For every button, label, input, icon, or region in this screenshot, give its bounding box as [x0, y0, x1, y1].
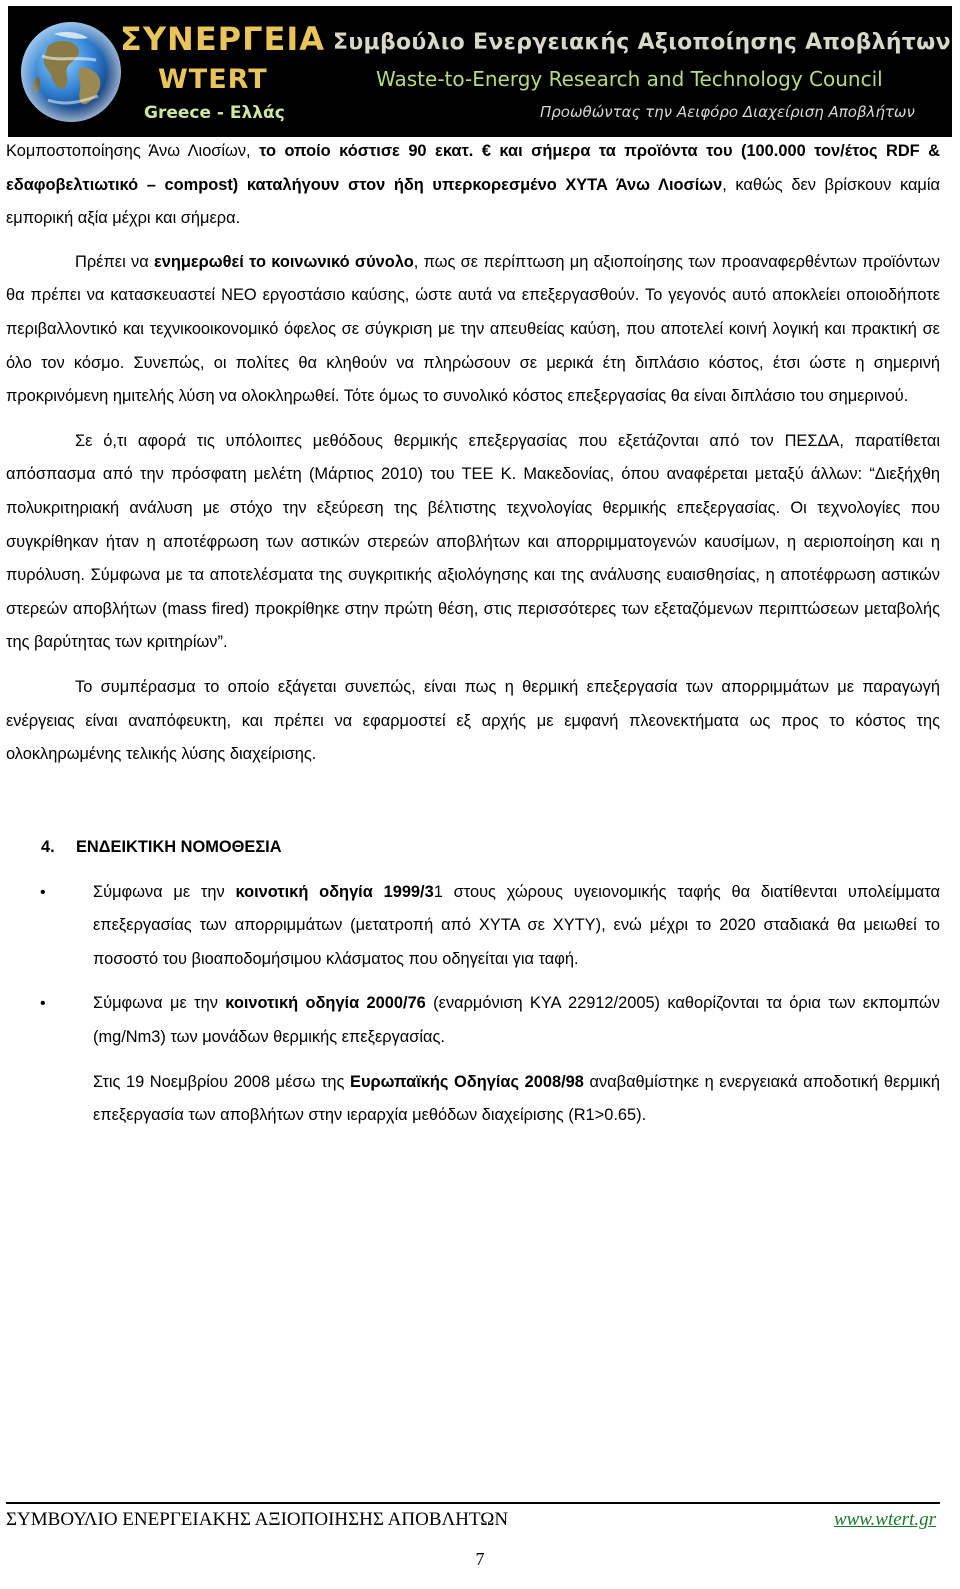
section-heading: [41, 830, 940, 864]
footer-divider: [6, 1502, 940, 1504]
p2-bold: ενημερωθεί το κοινωνικό σύνολο: [153, 252, 414, 271]
sub-bold: Ευρωπαϊκής Οδηγίας 2008/98: [350, 1072, 584, 1091]
org-acronym: WTERT: [158, 64, 268, 95]
org-country: Greece - Ελλάς: [144, 103, 285, 123]
p2-text-c: , πως σε περίπτωση μη αξιοποίησης των προαναφερθέντων προϊόντων θα πρέπει να κατασκευαστεί ΝΕΟ εργοστάσιο καύσης, ώστε αυτά να επεξεργασθούν. Το γεγονός αυτό αποκλείει οποιοδήποτε περιβαλλοντικό και τεχνικοοικονομικό όφελος σε σύγκριση με την απευθείας καύση, που αποτελεί κοινή λογική και πρακτική σε όλο τον κόσμο. Συνεπώς, οι πολίτες θα κληθούν να πληρώσουν σε μερικά έτη διπλάσιο κόστος, έτσι ώστε η σημερινή προκρινόμενη ημιτελής λύση να ολοκληρωθεί. Τότε όμως το συνολικό κόστος επεξεργασίας θα είναι διπλάσιο του σημερινού.: [6, 252, 940, 406]
p2-text-a: Πρέπει να: [75, 252, 154, 271]
section-title: ΕΝΔΕΙΚΤΙΚΗ ΝΟΜΟΘΕΣΙΑ: [76, 837, 282, 856]
p1-text-a: Κομποστοποίησης Άνω Λιοσίων,: [6, 142, 260, 160]
bullet1-text-a: Σύμφωνα με την: [93, 882, 236, 901]
paragraph-4: Το συμπέρασμα το οποίο εξάγεται συνεπώς, είναι πως η θερμική επεξεργασία των απορριμμάτων με παραγωγή ενέργειας είναι αναπόφευκτη, και πρέπει να εφαρμοστεί εξ αρχής με εμφανή πλεονεκτήματα ως προς το κόστος της ολοκληρωμένης τελικής λύσης διαχείρισης.: [6, 677, 940, 764]
bullet1-text-c: 1 στους χώρους υγειονομικής ταφής θα διατίθενται υπολείμματα επεξεργασίας των απορριμμάτων (μετατροπή από ΧΥΤΑ σε ΧΥΤΥ), ενώ μέχρι το 2020 σταδιακά θα μειωθεί το ποσοστό του βιοαποδομήσιμου κλάσματος που οδηγείται για ταφή.: [93, 882, 940, 968]
bullet1-bold: κοινοτική οδηγία 1999/3: [235, 882, 434, 901]
paragraph-3: Σε ό,τι αφορά τις υπόλοιπες μεθόδους θερμικής επεξεργασίας που εξετάζονται από τον ΠΕΣΔΑ, παρατίθεται απόσπασμα από την πρόσφατη μελέτη (Μάρτιος 2010) του ΤΕΕ Κ. Μακεδονίας, όπου αναφέρεται μεταξύ άλλων: “Διεξήχθη πολυκριτηριακή ανάλυση με στόχο την εξεύρεση της βέλτιστης τεχνολογίας θερμικής επεξεργασίας. Οι τεχνολογίες που συγκρίθηκαν ήταν η αποτέφρωση των αστικών στερεών αποβλήτων και απορριμματογενών καυσίμων, η αεριοποίηση και η πυρόλυση. Σύμφωνα με τα αποτελέσματα της συγκριτικής αξιολόγησης και της ανάλυσης ευαισθησίας, η αποτέφρωση αστικών στερεών αποβλήτων (mass fired) προκρίθηκε στην πρώτη θέση, στις περισσότερες των εξεταζόμενων περιπτώσεων μεταβολής της βαρύτητας των κριτηρίων”.: [6, 431, 940, 652]
bullet2-bold: κοινοτική οδηγία 2000/76: [225, 994, 426, 1013]
page-number: 7: [475, 1549, 485, 1569]
footer-website-link[interactable]: www.wtert.gr: [833, 1509, 936, 1530]
paragraph-1: [6, 135, 940, 236]
sub-paragraph: [6, 1066, 940, 1133]
p1-text-c: , καθώς δεν βρίσκουν καμία εμπορική αξία μέχρι και σήμερα.: [6, 175, 940, 228]
org-name: ΣΥΝΕΡΓΕΙΑ: [120, 20, 326, 58]
p1-bold: το οποίο κόστισε 90 εκατ. € και σήμερα τα προϊόντα του (100.000 τον/έτος RDF & εδαφοβελτιωτικό – compost) καταλήγουν στον ήδη υπερκορεσμένο ΧΥΤΑ Άνω Λιοσίων: [6, 142, 940, 194]
header-banner: [8, 6, 952, 137]
globe-logo-icon: [18, 16, 124, 126]
bullet2-text-a: Σύμφωνα με την: [93, 994, 226, 1013]
tagline: Προωθώντας την Αειφόρο Διαχείριση Αποβλήτων: [540, 103, 915, 121]
sub-text-c: αναβαθμίστηκε η ενεργειακά αποδοτική θερμική επεξεργασία των αποβλήτων στην ιεραρχία μεθόδων διαχείρισης (R1>0.65).: [93, 1072, 940, 1125]
bullet-icon: •: [40, 995, 46, 1013]
bullet-item-2: [6, 987, 940, 1054]
bullet2-text-c: (εναρμόνιση ΚΥΑ 22912/2005) καθορίζονται τα όρια των εκπομπών (mg/Nm3) των μονάδων θερμικής επεξεργασίας.: [93, 994, 941, 1047]
paragraph-2: [6, 246, 940, 414]
bullet-icon: •: [40, 883, 46, 901]
bullet-item-1: [6, 876, 940, 977]
sub-text-a: Στις 19 Νοεμβρίου 2008 μέσω της: [93, 1072, 351, 1091]
council-name-greek: Συμβούλιο Ενεργειακής Αξιοποίησης Αποβλήτων: [333, 30, 951, 55]
footer-org-name: ΣΥΜΒΟΥΛΙΟ ΕΝΕΡΓΕΙΑΚΗΣ ΑΞΙΟΠΟΙΗΣΗΣ ΑΠΟΒΛΗΤΩΝ: [6, 1509, 509, 1530]
council-name-english: Waste-to-Energy Research and Technology Council: [376, 67, 883, 91]
section-number: 4.: [41, 837, 55, 856]
document-body: [6, 135, 940, 1133]
